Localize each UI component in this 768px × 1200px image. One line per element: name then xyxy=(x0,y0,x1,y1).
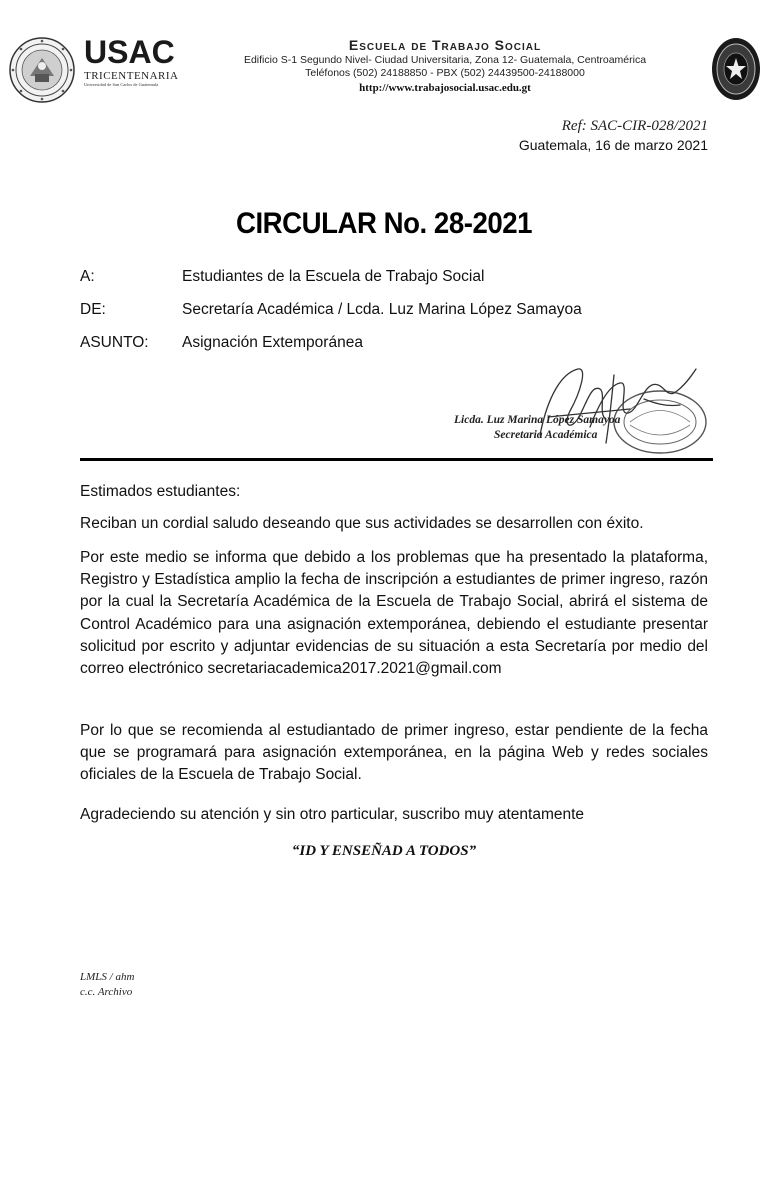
signatory-title: Secretaria Académica xyxy=(494,429,598,441)
phone-line: Teléfonos (502) 24188850 - PBX (502) 24439500-24188000 xyxy=(305,67,585,79)
memo-from-value: Secretaría Académica / Lcda. Luz Marina López Samayoa xyxy=(182,301,582,318)
university-seal-icon xyxy=(8,36,76,104)
letterhead-text xyxy=(200,36,690,96)
memo-from-label: DE: xyxy=(80,301,106,318)
signatory-name: Licda. Luz Marina López Samayoa xyxy=(454,414,621,426)
usac-logo-word: USAC xyxy=(84,34,175,70)
closing-line: Agradeciendo su atención y sin otro particular, suscribo muy atentamente xyxy=(80,806,585,823)
motto: “ID Y ENSEÑAD A TODOS” xyxy=(291,843,477,859)
handwritten-signature-icon xyxy=(430,355,710,465)
greeting: Estimados estudiantes: xyxy=(80,483,241,500)
memo-to-value: Estudiantes de la Escuela de Trabajo Social xyxy=(182,268,485,285)
copy-note: c.c. Archivo xyxy=(80,986,133,998)
initials: LMLS / ahm xyxy=(80,971,135,983)
school-seal-icon xyxy=(710,36,762,102)
reference-number: Ref: SAC-CIR-028/2021 xyxy=(561,118,708,134)
document-footer xyxy=(80,970,134,1000)
school-name: Escuela de Trabajo Social xyxy=(348,37,542,53)
website-link[interactable]: http://www.trabajosocial.usac.edu.gt xyxy=(359,82,531,94)
paragraph-3: Por lo que se recomienda al estudiantado de primer ingreso, estar pendiente de la fecha que se programará para asignación extemporánea, en la página Web y redes sociales oficiales de la Escuela de Trabajo Social. xyxy=(80,722,708,784)
paragraph-2: Por este medio se informa que debido a los problemas que ha presentado la plataforma, Registro y Estadística amplio la fecha de inscripción a estudiantes de primer ingreso, razón por la cual la Secretaría Académica de la Escuela de Trabajo Social, abrirá el sistema de Control Académico para una asignación extemporánea, debiendo el estudiante presentar solicitud por escrito y adjuntar evidencias de su situación a esta Secretaría por medio del correo electrónico secretariacademica2017.2021@gmail.com xyxy=(80,549,708,678)
memo-to-label: A: xyxy=(80,268,95,285)
address-line: Edificio S-1 Segundo Nivel- Ciudad Universitaria, Zona 12- Guatemala, Centroamérica xyxy=(243,54,647,66)
usac-logo-subtitle: TRICENTENARIA xyxy=(84,70,179,82)
usac-logo-caption: Universidad de San Carlos de Guatemala xyxy=(84,82,159,87)
paragraph-1: Reciban un cordial saludo deseando que sus actividades se desarrollen con éxito. xyxy=(80,515,644,532)
memo-subject-value: Asignación Extemporánea xyxy=(182,334,363,351)
letterhead xyxy=(0,0,768,110)
usac-logo xyxy=(84,34,179,88)
document-title: CIRCULAR No. 28-2021 xyxy=(235,207,533,240)
document-date: Guatemala, 16 de marzo 2021 xyxy=(518,137,708,153)
section-divider xyxy=(80,458,713,461)
signature-block xyxy=(430,355,710,465)
memo-subject-label: ASUNTO: xyxy=(80,334,149,351)
